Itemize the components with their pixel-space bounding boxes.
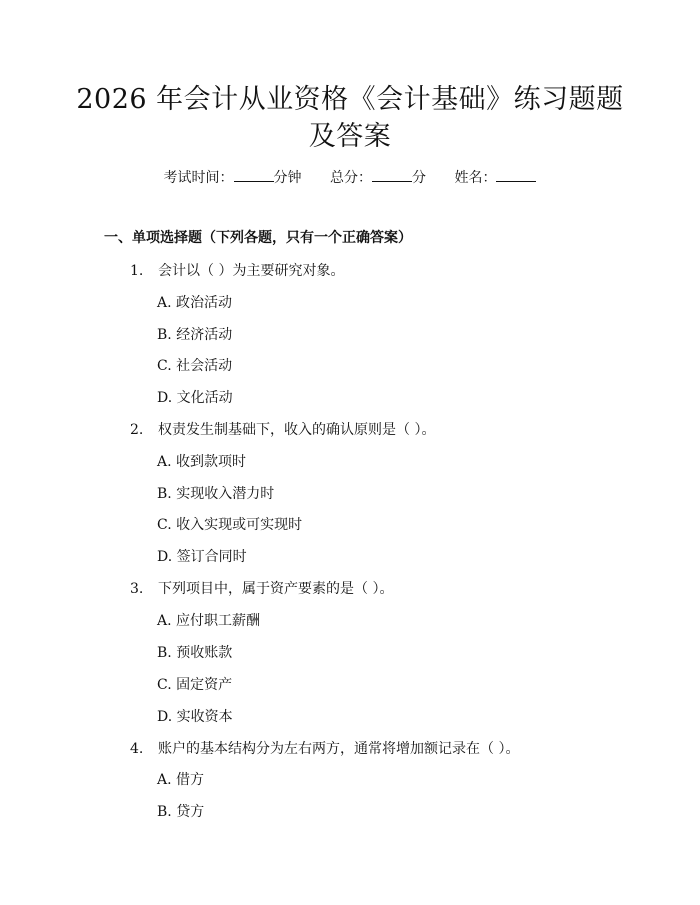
option-d: D. 文化活动 [157, 390, 233, 406]
exam-score-blank [372, 168, 412, 182]
exam-name-blank [496, 168, 536, 182]
option-a: A. 收到款项时 [157, 454, 247, 470]
question-text: 会计以（ ）为主要研究对象。 [158, 263, 345, 279]
question-number: 4. [130, 741, 144, 757]
option-a: A. 应付职工薪酬 [157, 613, 261, 629]
exam-score-unit: 分 [412, 170, 426, 186]
exam-score-field [330, 170, 426, 186]
question-3 [130, 579, 650, 599]
option-d: D. 签订合同时 [157, 549, 247, 565]
question-text: 权责发生制基础下，收入的确认原则是（ ）。 [158, 422, 436, 438]
exam-time-field [164, 170, 302, 186]
option-a: A. 借方 [157, 772, 205, 788]
question-text: 下列项目中，属于资产要素的是（ ）。 [158, 581, 394, 597]
question-text: 账户的基本结构分为左右两方，通常将增加额记录在（ ）。 [158, 741, 520, 757]
question-4 [130, 739, 650, 759]
exam-time-unit: 分钟 [273, 170, 302, 186]
document-title-line1: 2026 年会计从业资格《会计基础》练习题题 [76, 84, 624, 115]
exam-info [0, 168, 700, 188]
option-b: B. 贷方 [157, 804, 205, 820]
option-b: B. 经济活动 [157, 327, 233, 343]
exam-time-blank [234, 168, 274, 182]
exam-time-label: 考试时间： [163, 170, 234, 186]
exam-name-field [454, 170, 536, 186]
option-b: B. 预收账款 [157, 645, 233, 661]
option-c: C. 社会活动 [157, 358, 233, 374]
question-number: 1. [130, 263, 144, 279]
option-b: B. 实现收入潜力时 [157, 486, 275, 502]
section-title: 一、单项选择题（下列各题，只有一个正确答案） [104, 230, 412, 246]
question-1 [130, 261, 650, 281]
question-number: 2. [130, 422, 144, 438]
exam-score-label: 总分： [330, 170, 372, 186]
option-d: D. 实收资本 [157, 709, 233, 725]
question-2 [130, 420, 650, 440]
option-c: C. 收入实现或可实现时 [157, 517, 303, 533]
document-title-line2: 及答案 [308, 121, 392, 152]
option-a: A. 政治活动 [157, 295, 233, 311]
option-c: C. 固定资产 [157, 677, 233, 693]
question-number: 3. [130, 581, 144, 597]
exam-name-label: 姓名： [454, 170, 497, 186]
